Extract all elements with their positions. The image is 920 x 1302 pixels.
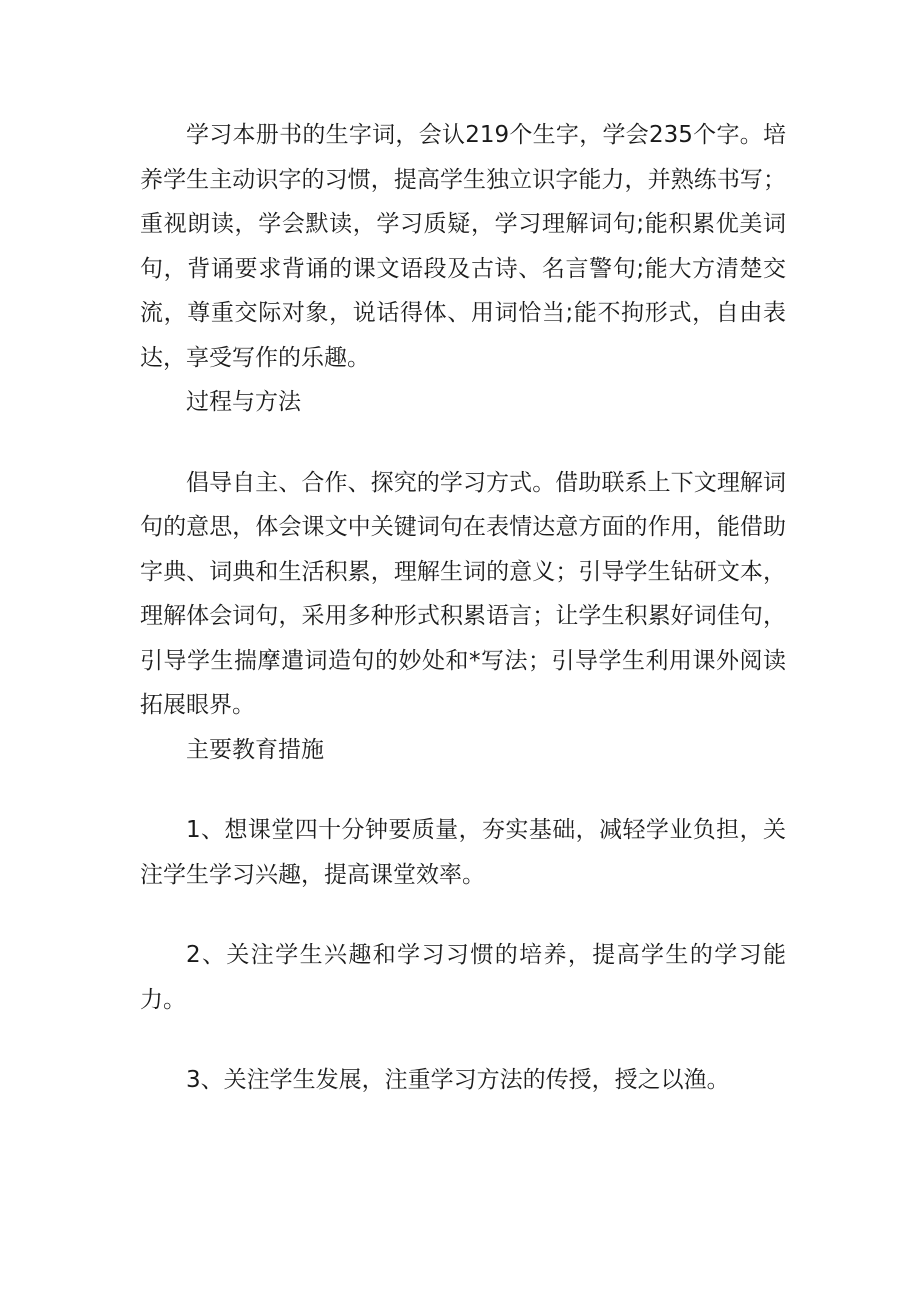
paragraph-measure-2: 2、关注学生兴趣和学习习惯的培养，提高学生的学习能力。 xyxy=(140,942,786,1013)
paragraph-learning-goals: 学习本册书的生字词，会认219个生字，学会235个字。培养学生主动识字的习惯，提高学生独立识字能力，并熟练书写；重视朗读，学会默读，学习质疑，学习理解词句;能积累优美词句，背诵要求背诵的课文语段及古诗、名言警句;能大方清楚交流，尊重交际对象，说话得体、用词恰当;能不拘形式，自由表达，享受写作的乐趣。 xyxy=(140,122,786,371)
paragraph-learning-methods: 倡导自主、合作、探究的学习方式。借助联系上下文理解词句的意思，体会课文中关键词句在表情达意方面的作用，能借助字典、词典和生活积累，理解生词的意义；引导学生钻研文本，理解体会词句，采用多种形式积累语言；让学生积累好词佳句，引导学生揣摩遣词造句的妙处和*写法；引导学生利用课外阅读拓展眼界。 xyxy=(140,469,786,718)
heading-main-measures: 主要教育措施 xyxy=(186,736,324,763)
heading-process-and-method: 过程与方法 xyxy=(186,389,301,415)
paragraph-measure-1: 1、想课堂四十分钟要质量，夯实基础，减轻学业负担，关注学生学习兴趣，提高课堂效率。 xyxy=(140,817,786,888)
paragraph-measure-3: 3、关注学生发展，注重学习方法的传授，授之以渔。 xyxy=(186,1067,730,1093)
document-body xyxy=(140,113,786,1103)
